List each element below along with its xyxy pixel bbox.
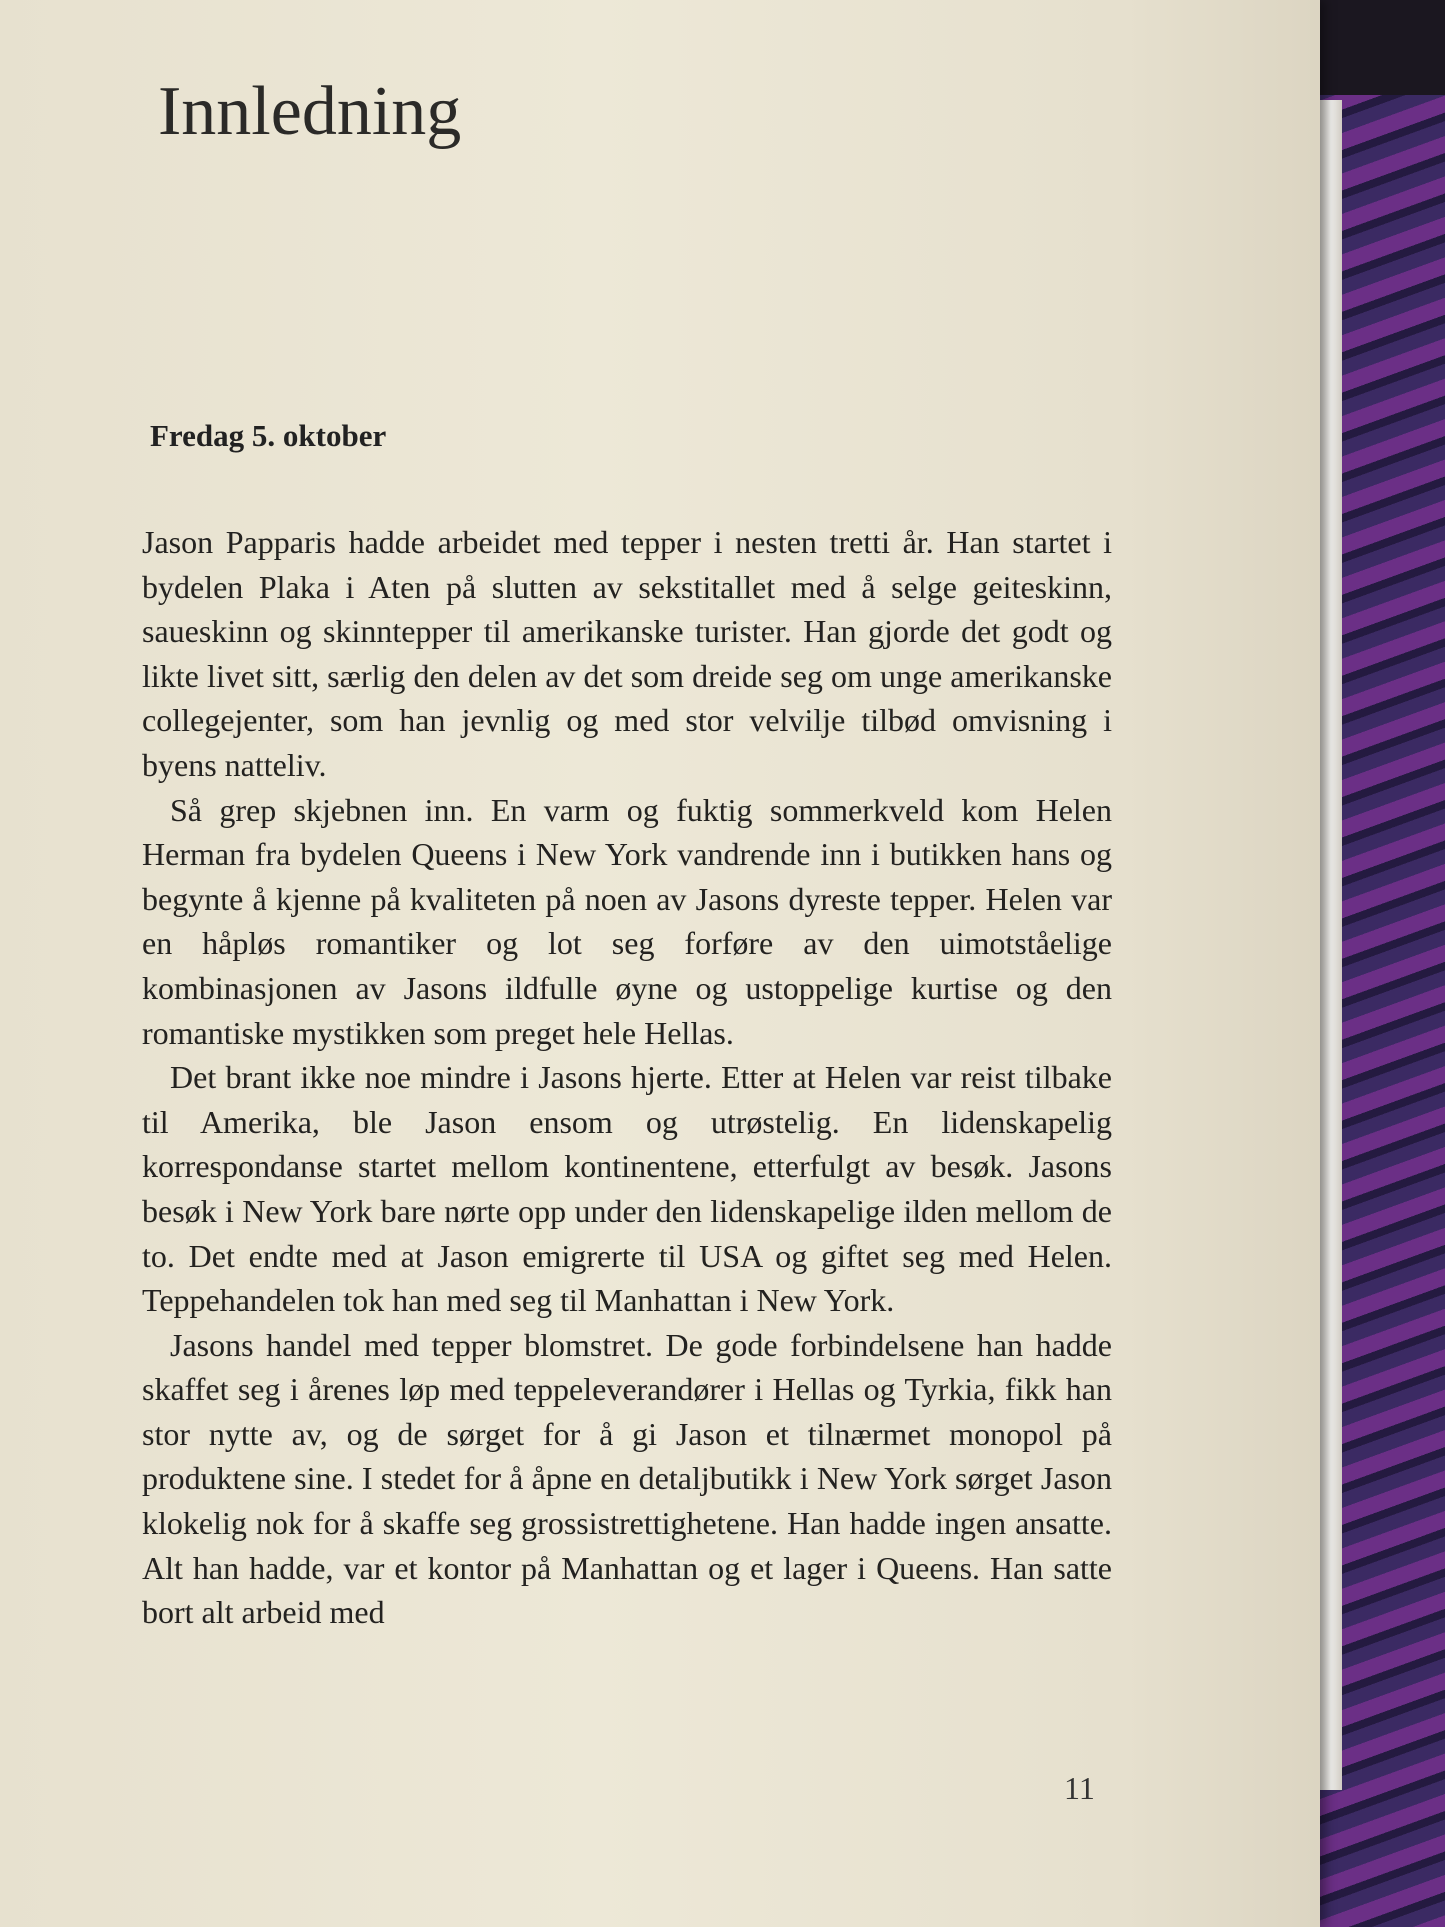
page-edge xyxy=(1320,100,1342,1790)
paragraph: Det brant ikke noe mindre i Jasons hjerte. Etter at Helen var reist tilbake til Amerika, ble Jason ensom og utrøstelig. En lidenskapelig korrespondanse startet mellom kontinentene, etterfulgt av besøk. Jasons besøk i New York bare nørte opp under den lidenskapelige ilden mellom de to. Det endte med at Jason emigrerte til USA og giftet seg med Helen. Teppehandelen tok han med seg til Manhattan i New York. xyxy=(142,1059,1112,1319)
page-number: 11 xyxy=(1064,1770,1095,1806)
background-dark-corner xyxy=(1305,0,1445,95)
paragraph: Jason Papparis hadde arbeidet med tepper i nesten tretti år. Han startet i bydelen Plaka i Aten på slutten av sekstitallet med å selge geiteskinn, saueskinn og skinntepper til amerikanske turister. Han gjorde det godt og likte livet sitt, særlig den delen av det som dreide seg om unge amerikanske collegejenter, som han jevnlig og med stor velvilje tilbød omvisning i byens natteliv. xyxy=(142,524,1112,783)
chapter-title: Innledning xyxy=(158,73,462,150)
date-heading: Fredag 5. oktober xyxy=(150,418,387,453)
paragraph: Jasons handel med tepper blomstret. De gode forbindelsene han hadde skaffet seg i årenes løp med teppeleverandører i Hellas og Tyrkia, fikk han stor nytte av, og de sørget for å gi Jason et tilnærmet monopol på produktene sine. I stedet for å åpne en detaljbutikk i New York sørget Jason klokelig nok for å skaffe seg grossistrettighetene. Han hadde ingen ansatte. Alt han hadde, var et kontor på Manhattan og et lager i Queens. Han satte bort alt arbeid med xyxy=(142,1326,1112,1631)
paragraph: Så grep skjebnen inn. En varm og fuktig sommerkveld kom Helen Herman fra bydelen Queens i New York vandrende inn i butikken hans og begynte å kjenne på kvaliteten på noen av Jasons dyreste tepper. Helen var en håpløs romantiker og lot seg forføre av den uimotståelige kombinasjonen av Jasons ildfulle øyne og ustoppelige kurtise og den romantiske mystikken som preget hele Hellas. xyxy=(142,791,1112,1051)
body-text xyxy=(142,520,1112,1635)
